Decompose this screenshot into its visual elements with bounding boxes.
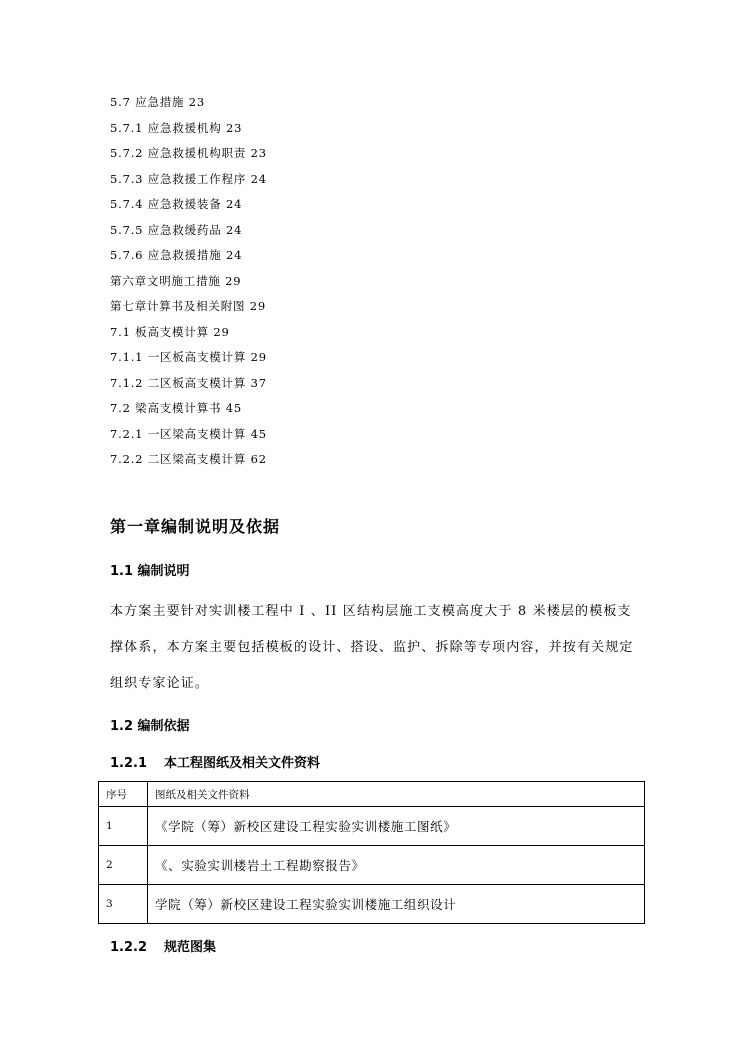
toc-entry: 7.1.1 一区板高支模计算 29 (110, 350, 267, 364)
cell-document: 《、实验实训楼岩土工程勘察报告》 (148, 846, 645, 885)
section-paragraph: 本方案主要针对实训楼工程中 I 、II 区结构层施工支模高度大于 8 米楼层的模板支撑体系，本方案主要包括模板的设计、搭设、监护、拆除等专项内容，并按有关规定组织专家论证。 (110, 604, 634, 691)
subsection-label: 本工程图纸及相关文件资料 (164, 756, 321, 771)
toc-entry: 7.2.2 二区梁高支模计算 62 (110, 452, 267, 466)
table-header-row (99, 782, 645, 807)
column-header-index: 序号 (99, 782, 148, 807)
toc-entry: 7.1.2 二区板高支模计算 37 (110, 375, 267, 390)
cell-document: 《学院（筹）新校区建设工程实验实训楼施工图纸》 (148, 807, 645, 846)
table-of-contents (110, 92, 267, 475)
toc-entry: 5.7 应急措施 23 (110, 95, 206, 109)
toc-entry: 第六章文明施工措施 29 (110, 273, 242, 288)
subsection-title-drawings (110, 752, 320, 771)
table-row (99, 885, 645, 924)
section-title-basis: 1.2 编制依据 (110, 719, 190, 734)
cell-index: 3 (99, 885, 148, 924)
cell-index: 2 (99, 846, 148, 885)
documents-table (98, 781, 645, 924)
toc-entry: 5.7.2 应急救援机构职责 23 (110, 146, 267, 160)
toc-entry: 5.7.1 应急救援机构 23 (110, 120, 243, 135)
subsection-number: 1.2.2 (110, 940, 148, 955)
toc-entry: 7.1 板高支模计算 29 (110, 324, 230, 339)
toc-entry: 第七章计算书及相关附图 29 (110, 299, 266, 313)
chapter-title: 第一章编制说明及依据 (110, 517, 281, 536)
subsection-number: 1.2.1 (110, 756, 148, 771)
cell-document: 学院（筹）新校区建设工程实验实训楼施工组织设计 (148, 885, 645, 924)
toc-entry: 7.2 梁高支模计算书 45 (110, 401, 242, 415)
table-row (99, 846, 645, 885)
subsection-label: 规范图集 (164, 940, 217, 955)
toc-entry: 5.7.3 应急救援工作程序 24 (110, 171, 267, 186)
section-title-description: 1.1 编制说明 (110, 564, 190, 579)
toc-entry: 5.7.5 应急救缓药品 24 (110, 222, 243, 237)
toc-entry: 7.2.1 一区梁高支模计算 45 (110, 426, 267, 441)
table-row (99, 807, 645, 846)
subsection-title-standards (110, 936, 216, 955)
cell-index: 1 (99, 807, 148, 846)
toc-entry: 5.7.6 应急救援措施 24 (110, 248, 243, 262)
toc-entry: 5.7.4 应急救援装备 24 (110, 197, 243, 211)
column-header-document: 图纸及相关文件资料 (148, 782, 645, 807)
